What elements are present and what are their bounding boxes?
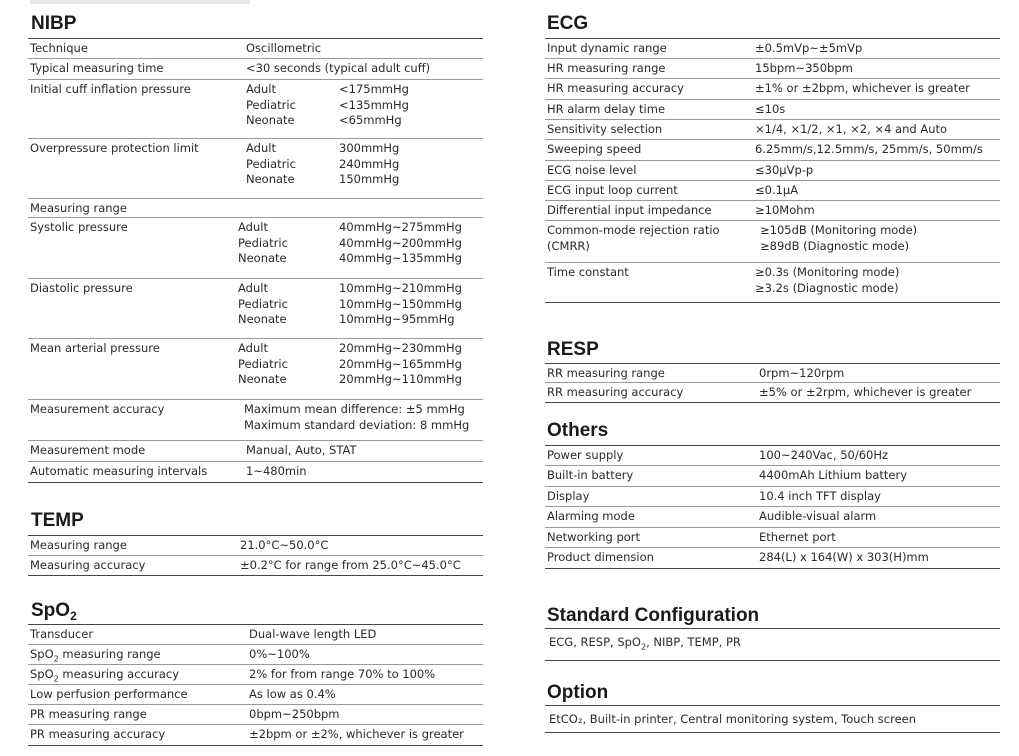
- table-row: [28, 400, 483, 441]
- row-label: Alarming mode: [547, 509, 635, 523]
- row-label: Transducer: [30, 627, 94, 641]
- row-value: Maximum standard deviation: 8 mmHg: [244, 417, 470, 432]
- row-value: <30 seconds (typical adult cuff): [246, 61, 431, 75]
- row-value: ≤0.1μA: [755, 183, 799, 197]
- row-value: 21.0°C~50.0°C: [240, 538, 329, 552]
- row-value: 284(L) x 164(W) x 303(H)mm: [759, 550, 929, 564]
- patient-type: Neonate: [246, 172, 295, 186]
- row-value: Maximum mean difference: ±5 mmHg: [244, 402, 465, 416]
- row-label: Networking port: [547, 530, 641, 544]
- value-list: [244, 402, 469, 438]
- nibp-table: [28, 38, 483, 483]
- patient-type-list: [238, 341, 333, 397]
- patient-type: Pediatric: [238, 235, 288, 250]
- table-row: [545, 100, 1000, 120]
- table-row: [28, 665, 483, 685]
- table-row: [545, 181, 1000, 201]
- table-row: [545, 120, 1000, 140]
- temp-section-title: TEMP: [31, 510, 84, 531]
- row-value: ×1/4, ×1/2, ×1, ×2, ×4 and Auto: [755, 122, 948, 136]
- table-row: [545, 59, 1000, 79]
- patient-type: Neonate: [238, 372, 287, 386]
- table-row: [545, 364, 1000, 383]
- table-row: [28, 59, 483, 80]
- row-label: Common-mode rejection ratio (CMRR): [547, 223, 720, 253]
- row-label: Automatic measuring intervals: [30, 464, 208, 478]
- patient-type: Pediatric: [246, 156, 296, 171]
- row-value: 0%~100%: [249, 647, 310, 661]
- standard-config-text: ECG, RESP, SpO$_2$, NIBP, TEMP, PR: [545, 628, 1000, 661]
- patient-type: Adult: [246, 82, 276, 96]
- table-row: [28, 339, 483, 400]
- row-label: Systolic pressure: [30, 220, 128, 234]
- table-row: [545, 528, 1000, 548]
- row-value: <175mmHg: [339, 82, 409, 96]
- row-value: ±0.5mVp~±5mVp: [755, 41, 863, 55]
- row-label: HR measuring accuracy: [547, 81, 684, 95]
- table-row: [28, 199, 483, 218]
- patient-type: Adult: [238, 220, 268, 234]
- row-value: 40mmHg~275mmHg: [339, 220, 462, 234]
- row-label: Product dimension: [547, 550, 654, 564]
- patient-type: Pediatric: [246, 97, 296, 112]
- row-label: Measurement accuracy: [30, 402, 165, 416]
- row-value: ≥89dB (Diagnostic mode): [760, 238, 910, 253]
- row-value: 240mmHg: [339, 156, 400, 171]
- row-value: ±5% or ±2rpm, whichever is greater: [759, 385, 972, 399]
- row-value: 2% for from range 70% to 100%: [249, 667, 436, 681]
- patient-type: Adult: [238, 341, 268, 355]
- value-list: [339, 281, 462, 336]
- row-label: Low perfusion performance: [30, 687, 188, 701]
- row-value: ±0.2°C for range from 25.0°C~45.0°C: [240, 558, 461, 572]
- table-row: [545, 263, 1000, 303]
- table-row: [28, 725, 483, 746]
- row-value: 40mmHg~200mmHg: [339, 235, 462, 250]
- row-value: ≥0.3s (Monitoring mode): [755, 265, 900, 279]
- row-value: ≤30μVp-p: [755, 163, 814, 177]
- resp-table: [545, 363, 1000, 403]
- row-value: 15bpm~350bpm: [755, 61, 853, 75]
- standard-config-title: Standard Configuration: [547, 605, 760, 626]
- table-row: [545, 487, 1000, 507]
- patient-type: Pediatric: [238, 296, 288, 311]
- table-row: [28, 39, 483, 59]
- row-label: Time constant: [547, 265, 629, 279]
- row-label: Power supply: [547, 448, 624, 462]
- table-row: [28, 139, 483, 199]
- row-label: Measuring accuracy: [30, 558, 146, 572]
- table-row: [28, 279, 483, 339]
- table-row: [545, 466, 1000, 487]
- row-label: Initial cuff inflation pressure: [30, 82, 191, 96]
- table-row: [28, 625, 483, 645]
- row-label: Built-in battery: [547, 468, 634, 482]
- patient-type: Pediatric: [238, 356, 288, 371]
- row-value: Oscillometric: [246, 41, 322, 55]
- row-value: ≤10s: [755, 102, 786, 116]
- table-row: [28, 462, 483, 483]
- row-label: Measurement mode: [30, 443, 146, 457]
- row-value: ±2bpm or ±2%, whichever is greater: [249, 727, 464, 741]
- row-value: ±1% or ±2bpm, whichever is greater: [755, 81, 970, 95]
- row-value: 4400mAh Lithium battery: [759, 468, 907, 482]
- row-value: 100~240Vac, 50/60Hz: [759, 448, 889, 462]
- row-label: PR measuring range: [30, 707, 147, 721]
- row-value: Dual-wave length LED: [249, 627, 377, 641]
- table-row: [545, 383, 1000, 403]
- option-title: Option: [547, 682, 609, 703]
- row-value: 6.25mm/s,12.5mm/s, 25mm/s, 50mm/s: [755, 142, 983, 156]
- row-value: ≥3.2s (Diagnostic mode): [755, 280, 899, 295]
- table-row: [545, 221, 1000, 263]
- temp-table: [28, 535, 483, 576]
- table-row: [28, 685, 483, 705]
- row-value: ≥105dB (Monitoring mode): [760, 223, 918, 237]
- row-label: Measuring range: [30, 201, 127, 215]
- row-label: Typical measuring time: [30, 61, 164, 75]
- patient-type-list: [246, 141, 339, 196]
- ecg-table: [545, 38, 1000, 303]
- table-row: [28, 705, 483, 725]
- row-label: Differential input impedance: [547, 203, 712, 217]
- row-label: Sweeping speed: [547, 142, 642, 156]
- row-value: <65mmHg: [339, 113, 402, 127]
- spo2-section-title: SpO$_2$: [31, 600, 77, 623]
- row-label: Display: [547, 489, 590, 503]
- top-decoration-bar: [30, 0, 250, 4]
- patient-type: Neonate: [238, 312, 287, 326]
- row-value: Ethernet port: [759, 530, 836, 544]
- row-value: 300mmHg: [339, 141, 400, 155]
- row-label: RR measuring accuracy: [547, 385, 684, 399]
- row-value: 10.4 inch TFT display: [759, 489, 881, 503]
- row-value: 20mmHg~110mmHg: [339, 372, 462, 386]
- row-value: 0rpm~120rpm: [759, 366, 845, 380]
- row-label: Sensitivity selection: [547, 122, 663, 136]
- row-label: Mean arterial pressure: [30, 341, 160, 355]
- table-row: [28, 536, 483, 556]
- nibp-section-title: NIBP: [31, 13, 77, 34]
- table-row: [545, 507, 1000, 528]
- patient-type-list: [238, 220, 333, 276]
- row-value: 20mmHg~165mmHg: [339, 356, 462, 371]
- others-section-title: Others: [547, 420, 609, 441]
- patient-type-list: [238, 281, 333, 336]
- table-row: [545, 446, 1000, 466]
- row-value: 40mmHg~135mmHg: [339, 251, 462, 265]
- row-value: 0bpm~250bpm: [249, 707, 340, 721]
- row-value: ≥10Mohm: [755, 203, 815, 217]
- value-list: [339, 341, 462, 397]
- row-value: Manual, Auto, STAT: [246, 443, 357, 457]
- row-label: PR measuring accuracy: [30, 727, 166, 741]
- row-label: Overpressure protection limit: [30, 141, 199, 155]
- row-label: SpO$_2$ measuring range: [30, 647, 161, 664]
- row-value: 150mmHg: [339, 172, 400, 186]
- row-label: RR measuring range: [547, 366, 665, 380]
- row-value: 10mmHg~150mmHg: [339, 296, 462, 311]
- patient-type-list: [246, 82, 339, 136]
- row-label: Technique: [30, 41, 88, 55]
- row-label: ECG noise level: [547, 163, 637, 177]
- row-label: HR measuring range: [547, 61, 666, 75]
- table-row: [28, 80, 483, 139]
- value-list: [339, 220, 462, 276]
- patient-type: Neonate: [238, 251, 287, 265]
- table-row: [28, 645, 483, 665]
- row-label: ECG input loop current: [547, 183, 678, 197]
- table-row: [28, 556, 483, 576]
- row-value: 20mmHg~230mmHg: [339, 341, 462, 355]
- table-row: [545, 79, 1000, 100]
- row-value: 1~480min: [246, 464, 307, 478]
- table-row: [28, 441, 483, 462]
- ecg-section-title: ECG: [547, 13, 589, 34]
- value-list: [755, 265, 899, 300]
- row-label: Diastolic pressure: [30, 281, 133, 295]
- spo2-table: [28, 624, 483, 746]
- others-table: [545, 445, 1000, 569]
- patient-type: Adult: [238, 281, 268, 295]
- row-value: Audible-visual alarm: [759, 509, 877, 523]
- patient-type: Neonate: [246, 113, 295, 127]
- row-label: Measuring range: [30, 538, 127, 552]
- table-row: [545, 39, 1000, 59]
- row-label: SpO$_2$ measuring accuracy: [30, 667, 180, 684]
- table-row: [545, 140, 1000, 161]
- value-list: [339, 82, 409, 136]
- table-row: [545, 201, 1000, 221]
- resp-section-title: RESP: [547, 339, 599, 360]
- table-row: [545, 161, 1000, 181]
- patient-type: Adult: [246, 141, 276, 155]
- table-row: [545, 548, 1000, 569]
- value-list: [339, 141, 399, 196]
- table-row: [28, 218, 483, 279]
- row-value: As low as 0.4%: [249, 687, 336, 701]
- row-value: 10mmHg~95mmHg: [339, 312, 455, 326]
- row-label: HR alarm delay time: [547, 102, 666, 116]
- option-text: EtCO₂, Built-in printer, Central monitoring system, Touch screen: [545, 705, 1000, 733]
- row-value: <135mmHg: [339, 97, 409, 112]
- row-label: Input dynamic range: [547, 41, 667, 55]
- value-list: [760, 223, 917, 260]
- row-value: 10mmHg~210mmHg: [339, 281, 462, 295]
